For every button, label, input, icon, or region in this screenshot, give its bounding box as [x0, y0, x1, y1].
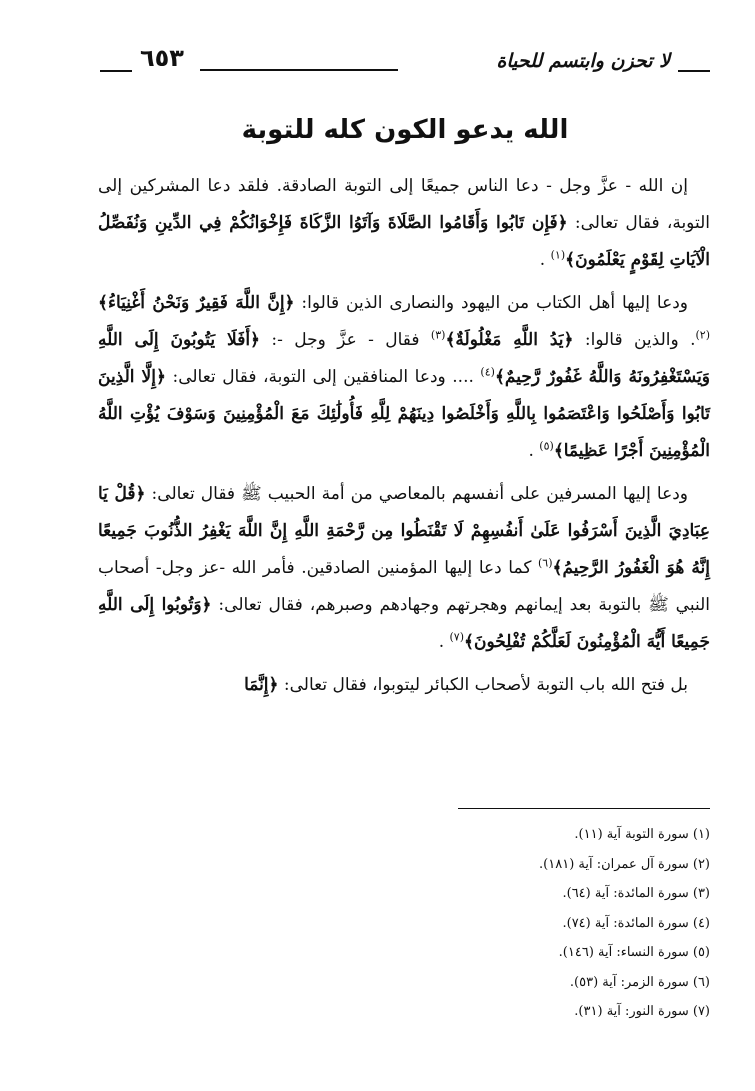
- paragraph: [98, 168, 710, 279]
- footnotes: [410, 820, 710, 1027]
- footnote-ref: (٣): [430, 328, 446, 342]
- quran-verse: ﴿إِنَّمَا: [244, 675, 279, 695]
- header-rule-left: [100, 70, 132, 72]
- quran-verse: ﴿فَإِن تَابُوا وَأَقَامُوا الصَّلَاةَ وَآتَوُا الزَّكَاةَ فَإِخْوَانُكُمْ فِي الدِّينِ وَنُفَصِّلُ الْآيَاتِ لِقَوْمٍ يَعْلَمُونَ﴾: [98, 213, 710, 270]
- footnote-item: (٤) سورة المائدة: آية (٧٤).: [562, 915, 710, 931]
- paragraph-text: ودعا إليها المسرفين على أنفسهم بالمعاصي من أمة الحبيب ﷺ فقال تعالى:: [145, 484, 688, 504]
- running-title: لا تحزن وابتسم للحياة: [496, 50, 670, 72]
- quran-verse: ﴿إِنَّ اللَّهَ فَقِيرٌ وَنَحْنُ أَغْنِيَاءُ﴾: [98, 293, 295, 313]
- paragraph-text: .... ودعا المنافقين إلى التوبة، فقال تعالى:: [165, 367, 481, 387]
- paragraph-text: .: [539, 250, 551, 270]
- paragraph-text: .: [528, 441, 540, 461]
- quran-verse: ﴿أَفَلَا يَتُوبُونَ إِلَى اللَّهِ وَيَسْتَغْفِرُونَهُ وَاللَّهُ غَفُورٌ رَّحِيمٌ﴾: [98, 330, 711, 387]
- quran-verse: ﴿يَدُ اللَّهِ مَغْلُولَةٌ﴾: [445, 330, 574, 350]
- footnote-item: (٢) سورة آل عمران: آية (١٨١).: [539, 856, 710, 872]
- footnote-separator: [458, 808, 710, 809]
- footnote-ref: (٧): [449, 630, 465, 644]
- footnote-ref: (٤): [480, 365, 495, 379]
- quran-verse: ﴿وَتُوبُوا إِلَى اللَّهِ جَمِيعًا أَيُّهَ الْمُؤْمِنُونَ لَعَلَّكُمْ تُفْلِحُونَ﴾: [98, 595, 710, 652]
- footnote-ref: (٥): [539, 439, 554, 453]
- page-header: [100, 44, 710, 84]
- footnote-ref: (٦): [538, 556, 553, 570]
- body-text: [98, 168, 710, 704]
- footnote-item: (٣) سورة المائدة: آية (٦٤).: [562, 886, 710, 901]
- footnote-item: (٦) سورة الزمر: آية (٥٣).: [569, 974, 710, 990]
- footnote-item: (٧) سورة النور: آية (٣١).: [574, 1004, 710, 1019]
- paragraph-text: فقال - عزَّ وجل -:: [260, 330, 431, 350]
- header-rule-right: [678, 70, 710, 72]
- footnote-item: (٥) سورة النساء: آية (١٤٦).: [558, 945, 710, 960]
- paragraph: [98, 667, 710, 704]
- page-number: ٦٥٣: [140, 44, 184, 72]
- paragraph-text: . والذين قالوا:: [573, 330, 696, 350]
- footnote-item: (١) سورة التوبة آية (١١).: [574, 827, 710, 842]
- paragraph-text: .: [438, 632, 450, 652]
- quran-verse: ﴿إِلَّا الَّذِينَ تَابُوا وَأَصْلَحُوا وَاعْتَصَمُوا بِاللَّهِ وَأَخْلَصُوا دِينَهُمْ لِلَّهِ فَأُولَٰئِكَ مَعَ الْمُؤْمِنِينَ وَسَوْفَ يُؤْتِ اللَّهُ الْمُؤْمِنِينَ أَجْرًا عَظِيمًا﴾: [98, 367, 710, 461]
- paragraph-text: إن الله - عزَّ وجل - دعا الناس جميعًا إلى التوبة الصادقة. فلقد دعا المشركين إلى التوبة، فقال تعالى:: [98, 176, 710, 233]
- paragraph: [98, 476, 710, 661]
- footnote-ref: (٢): [695, 328, 710, 342]
- header-rule-middle: [200, 69, 398, 71]
- quran-verse: ﴿قُلْ يَا عِبَادِيَ الَّذِينَ أَسْرَفُوا عَلَىٰ أَنفُسِهِمْ لَا تَقْنَطُوا مِن رَّحْمَةِ اللَّهِ إِنَّ اللَّهَ يَغْفِرُ الذُّنُوبَ جَمِيعًا إِنَّهُ هُوَ الْغَفُورُ الرَّحِيمُ﴾: [98, 484, 710, 578]
- paragraph-text: ودعا إليها أهل الكتاب من اليهود والنصارى الذين قالوا:: [294, 293, 688, 313]
- paragraph-text: بل فتح الله باب التوبة لأصحاب الكبائر ليتوبوا، فقال تعالى:: [278, 675, 688, 695]
- paragraph: [98, 285, 710, 470]
- footnote-ref: (١): [550, 248, 566, 262]
- paragraph-text: كما دعا إليها المؤمنين الصادقين. فأمر الله -عز وجل- أصحاب النبي ﷺ بالتوبة بعد إيمانهم وهجرتهم وجهادهم وصبرهم، فقال تعالى:: [98, 558, 710, 615]
- chapter-title: الله يدعو الكون كله للتوبة: [241, 115, 569, 145]
